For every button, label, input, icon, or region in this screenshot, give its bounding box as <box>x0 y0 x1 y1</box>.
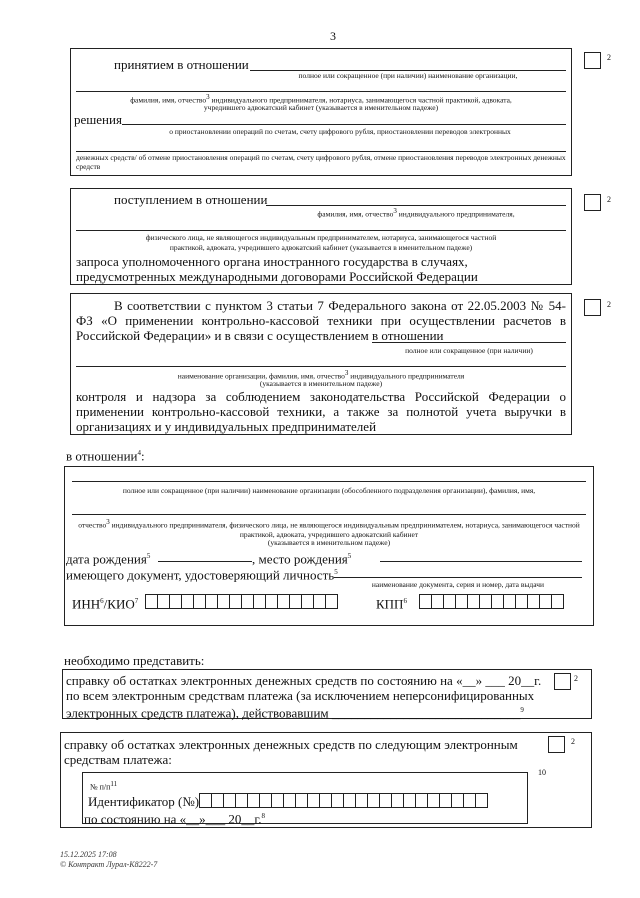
inn-kio-label: ИНН$^6$/КИО$^7$ <box>72 596 139 612</box>
digit-cell[interactable] <box>475 793 488 808</box>
birth-place-field[interactable] <box>380 561 582 562</box>
identifier-label: Идентификатор (№) <box>88 794 200 809</box>
kkt-org-caption-2: наименование организации, фамилия, имя, отчество$^3$ индивидуального предпринимателя <box>177 369 465 381</box>
birth-date-label: дата рождения$^5$ <box>66 551 151 567</box>
row-number-label: № $п/п^{11}$ <box>90 780 118 792</box>
id-document-caption: наименование документа, серия и номер, дата выдачи <box>371 580 545 589</box>
footnote-ref: 2 <box>574 674 578 683</box>
subject-name-caption-2: отчество$^3$ индивидуального предпринимателя, физического лица, не являющегося индивидуальным предпринимателем, нотариуса, занимающегося частной практикой, адвоката, учредившего адвокатский кабинет <box>78 518 580 539</box>
kkt-law-text: В соответствии с пунктом 3 статьи 7 Федерального закона от 22.05.2003 № 54-ФЗ «О применении контрольно-кассовой техники при осуществлении расчетов в Российской Федерации» и в связи с осуществлением в отношении <box>76 298 566 343</box>
request-person-caption: фамилия, имя, отчество$^3$ индивидуального предпринимателя, <box>317 207 515 219</box>
kkt-org-line[interactable] <box>372 342 566 343</box>
decision-checkbox[interactable] <box>584 52 601 69</box>
request-person-caption-3: практикой, адвоката, учредившего адвокатский кабинет (указывается в именительном падеже) <box>169 243 473 252</box>
print-stamp: © Контракт Лурал-К8222-7 <box>60 860 158 869</box>
all-balances-text: справку об остатках электронных денежных средств по состоянию на «__» ___ 20__г. по всем электронным средствам платежа (за исключением неперсонифицированных электронных средств платежа), действовавшим _____________________________$^9$ <box>66 673 542 721</box>
person-caption: фамилия, имя, отчество$^3$ индивидуального предпринимателя, нотариуса, занимающегося частной практикой, адвоката, <box>130 93 512 105</box>
kpp-cells[interactable] <box>420 594 564 609</box>
id-document-label: имеющего документ, удостоверяющий личность$^5$ <box>66 567 338 583</box>
kkt-control-text: контроля и надзора за соблюдением законодательства Российской Федерации о применении контрольно-кассовой техники, а также за полнотой учета выручки в организациях и у индивидуальных предпринимателей <box>76 389 566 434</box>
subject-name-line[interactable] <box>72 481 586 482</box>
request-person-line[interactable] <box>266 205 566 206</box>
request-lead-text: поступлением в отношении <box>114 192 268 207</box>
specific-balances-checkbox[interactable] <box>548 736 565 753</box>
all-balances-checkbox[interactable] <box>554 673 571 690</box>
digit-cell[interactable] <box>551 594 564 609</box>
decision-label: решения <box>74 112 122 127</box>
specific-balances-text: справку об остатках электронных денежных средств по следующим электронным средствам платежа: <box>64 737 518 767</box>
subject-name-caption: полное или сокращенное (при наличии) наименование организации (обособленного подразделения организации), фамилия, имя, <box>122 486 536 495</box>
request-person-caption-2: физического лица, не являющегося индивидуальным предпринимателем, нотариуса, занимающегося частной <box>145 233 497 242</box>
footnote-ref: 10 <box>538 768 546 777</box>
request-checkbox[interactable] <box>584 194 601 211</box>
as-of-date-label: по состоянию на «__»___ 20__г.$^8$ <box>84 811 266 827</box>
footnote-ref: 2 <box>571 737 575 746</box>
kpp-label: КПП$^6$ <box>376 596 407 612</box>
decision-lead-text: принятием в отношении <box>114 57 249 72</box>
request-text: запроса уполномоченного органа иностранного государства в случаях, предусмотренных международными договорами Российской Федерации <box>76 254 478 284</box>
person-name-line[interactable] <box>76 91 566 92</box>
kkt-org-line-2[interactable] <box>76 366 566 367</box>
footnote-ref: 2 <box>607 195 611 204</box>
requirement-heading: необходимо представить: <box>64 653 205 668</box>
birth-place-label: , место рождения$^5$ <box>252 551 352 567</box>
subject-heading: в отношении$^4$: <box>66 448 145 464</box>
subject-name-caption-3: (указывается в именительном падеже) <box>267 538 391 547</box>
kkt-org-caption: полное или сокращенное (при наличии) <box>405 346 533 355</box>
identifier-cells[interactable] <box>200 793 488 808</box>
kkt-org-caption-3: (указывается в именительном падеже) <box>259 379 383 388</box>
decision-caption: о приостановлении операций по счетам, счету цифрового рубля, приостановлении переводов электронных <box>169 127 511 136</box>
id-document-field[interactable] <box>334 577 582 578</box>
footnote-ref: 2 <box>607 53 611 62</box>
organization-caption: полное или сокращенное (при наличии) наименование организации, <box>298 71 518 80</box>
digit-cell[interactable] <box>325 594 338 609</box>
person-caption-2: учредившего адвокатский кабинет (указывается в именительном падеже) <box>203 103 439 112</box>
kkt-checkbox[interactable] <box>584 299 601 316</box>
decision-type-line-2[interactable] <box>76 151 566 152</box>
print-timestamp: 15.12.2025 17:08 <box>60 850 117 859</box>
footnote-ref: 2 <box>607 300 611 309</box>
decision-caption-2: денежных средств/ об отмене приостановления операций по счетам, счету цифрового рубля, отмене приостановления переводов электронных денежных средств <box>76 153 566 171</box>
page-number: 3 <box>330 29 336 43</box>
decision-type-line[interactable] <box>122 124 566 125</box>
birth-date-field[interactable] <box>158 561 252 562</box>
inn-kio-cells[interactable] <box>146 594 338 609</box>
subject-name-line-2[interactable] <box>72 514 586 515</box>
request-person-line-2[interactable] <box>76 230 566 231</box>
